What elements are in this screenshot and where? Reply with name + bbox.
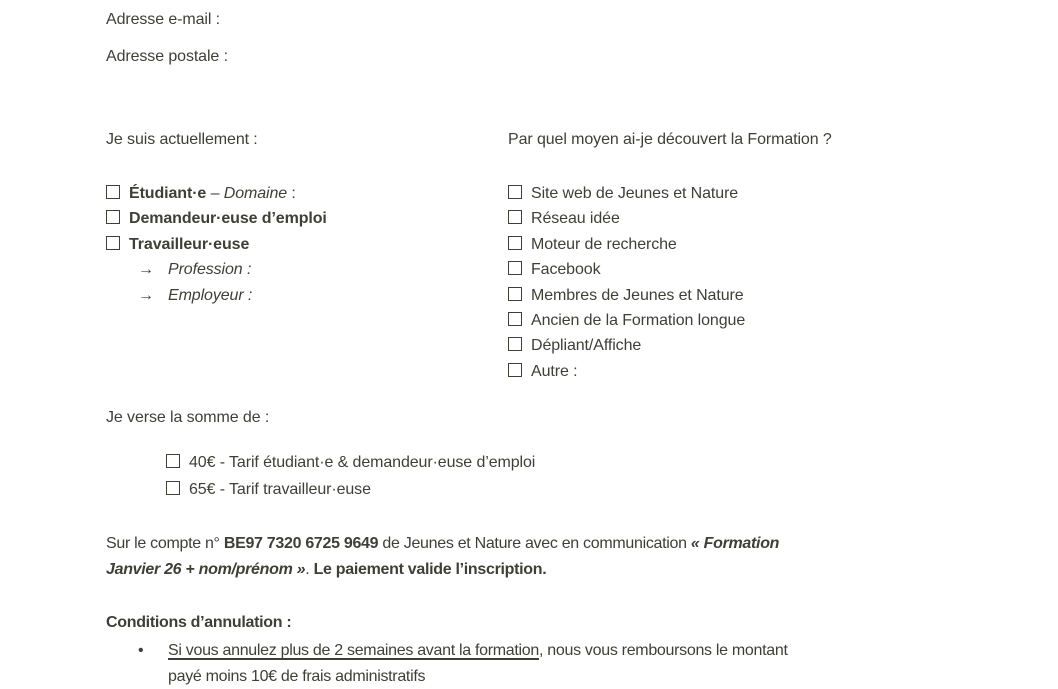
discover-item-facebook: [508, 257, 745, 282]
payment-option-label: 65€ - Tarif travailleur·euse: [189, 480, 371, 498]
discover-item-label: Dépliant/Affiche: [531, 337, 642, 355]
discover-item-label: Ancien de la Formation longue: [531, 312, 746, 330]
discover-item-label: Autre :: [531, 362, 578, 380]
discover-item-autre: [508, 359, 745, 384]
checkbox-tarif-40-icon[interactable]: [166, 454, 180, 468]
email-address-label: Adresse e-mail :: [106, 11, 220, 28]
discover-item-label: Réseau idée: [531, 210, 620, 228]
checkbox-travailleur-icon[interactable]: [106, 236, 120, 250]
payment-option-label: 40€ - Tarif étudiant·e & demandeur·euse d’emploi: [189, 454, 536, 471]
bank-communication-part2: Janvier 26 + nom/prénom »: [106, 560, 306, 578]
bullet-icon: •: [138, 642, 144, 659]
discover-item-depliant: [508, 333, 745, 358]
discover-section-title: Par quel moyen ai-je découvert la Formation ?: [508, 131, 832, 148]
discover-item-reseau-idee: [508, 206, 745, 231]
discover-item-site-web: [508, 181, 745, 206]
discover-item-ancien: [508, 308, 745, 333]
bank-details-paragraph: [106, 531, 926, 582]
discover-item-membres: [508, 283, 745, 308]
checkbox-demandeur-icon[interactable]: [106, 210, 120, 224]
status-item-etudiant: [106, 181, 327, 206]
bank-run-intro: Sur le compte n°: [106, 535, 224, 552]
checkbox-etudiant-icon[interactable]: [106, 185, 120, 199]
discover-item-label: Moteur de recherche: [531, 235, 677, 253]
checkbox-site-web-icon[interactable]: [508, 185, 522, 199]
discover-checkbox-list: [508, 181, 745, 384]
discover-item-label: Membres de Jeunes et Nature: [531, 286, 744, 304]
cancellation-bullet-item: [138, 638, 928, 689]
checkbox-membres-icon[interactable]: [508, 287, 522, 301]
checkbox-tarif-65-icon[interactable]: [166, 481, 180, 495]
status-checkbox-list: [106, 181, 327, 308]
bank-run-period: .: [305, 560, 314, 578]
status-item-label: Étudiant·e: [129, 185, 207, 202]
colon-label: :: [287, 185, 296, 202]
status-item-label: Travailleur·euse: [129, 235, 250, 253]
checkbox-autre-icon[interactable]: [508, 363, 522, 377]
discover-item-moteur-recherche: [508, 232, 745, 257]
domaine-label: Domaine: [223, 185, 288, 202]
status-sub-profession: [106, 257, 327, 282]
bank-run-middle: de Jeunes et Nature avec en communication: [378, 535, 691, 552]
bank-account-number: BE97 7320 6725 9649: [223, 535, 379, 552]
arrow-icon: →: [138, 286, 154, 304]
status-item-travailleur: [106, 232, 327, 257]
checkbox-reseau-idee-icon[interactable]: [508, 210, 522, 224]
payment-validates-note: Le paiement valide l’inscription.: [313, 560, 547, 578]
status-item-demandeur: [106, 206, 327, 231]
cancellation-rest-line2: payé moins 10€ de frais administratifs: [168, 667, 426, 685]
checkbox-moteur-recherche-icon[interactable]: [508, 236, 522, 250]
discover-item-label: Site web de Jeunes et Nature: [531, 185, 739, 202]
bank-communication-part1: « Formation: [690, 535, 780, 552]
checkbox-ancien-icon[interactable]: [508, 312, 522, 326]
payment-checkbox-list: [166, 450, 535, 503]
checkbox-facebook-icon[interactable]: [508, 261, 522, 275]
employeur-label: Employeur :: [168, 286, 253, 304]
cancellation-underlined-clause: Si vous annulez plus de 2 semaines avant la formation: [168, 642, 539, 659]
cancellation-rest-line1: , nous vous remboursons le montant: [539, 642, 788, 659]
status-section-title: Je suis actuellement :: [106, 131, 258, 148]
postal-address-label: Adresse postale :: [106, 48, 228, 65]
separator-dash: –: [206, 185, 224, 202]
cancellation-section-title: Conditions d’annulation :: [106, 614, 292, 631]
payment-option-65: [166, 477, 535, 504]
checkbox-depliant-icon[interactable]: [508, 337, 522, 351]
cancellation-bullet-text: [168, 638, 928, 689]
status-item-label: Demandeur·euse d’emploi: [129, 210, 327, 228]
profession-label: Profession :: [168, 261, 252, 279]
discover-item-label: Facebook: [531, 261, 601, 279]
payment-option-40: [166, 450, 535, 477]
payment-section-title: Je verse la somme de :: [106, 409, 270, 426]
status-sub-employeur: [106, 283, 327, 308]
arrow-icon: →: [138, 261, 154, 279]
